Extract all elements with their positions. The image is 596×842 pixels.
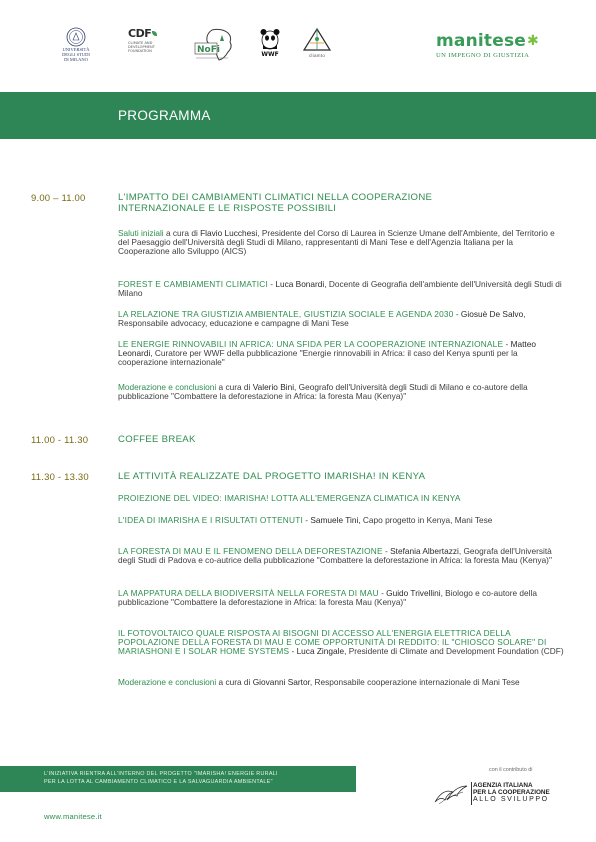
- item-description: , Presidente del Corso di Laurea in Scienze Umane dell'Ambiente, del Territorio e del Paesaggio dell'Università degli Studi di Milano, rappresentanti di Mani Tese e dell'Agenzia Italiana per la Cooperazione allo Sviluppo (AICS): [118, 228, 555, 257]
- africa-map-icon: [192, 27, 238, 63]
- speaker-name: Flavio Lucchesi: [200, 228, 258, 238]
- item-heading: Saluti iniziali: [118, 228, 164, 238]
- item-heading: PROIEZIONE DEL VIDEO: IMARISHA! LOTTA ALL'EMERGENZA CLIMATICA IN KENYA: [118, 493, 461, 503]
- item-heading: LA FORESTA DI MAU E IL FENOMENO DELLA DEFORESTAZIONE: [118, 546, 383, 556]
- unimi-caption-1: UNIVERSITÀ DEGLI STUDI: [62, 47, 90, 57]
- pyramid-icon: [302, 27, 332, 53]
- session-time: 11.00 - 11.30: [31, 435, 89, 446]
- footer-project-line: L'INIZIATIVA RIENTRA ALL'INTERNO DEL PROGETTO "IMARISHA! ENERGIE RURALI: [44, 771, 278, 777]
- speaker-name: Giovanni Sartor: [252, 677, 310, 687]
- program-item: [118, 678, 564, 687]
- session-title: LE ATTIVITÀ REALIZZATE DAL PROGETTO IMARISHA! IN KENYA: [118, 471, 426, 482]
- session-title: [118, 192, 558, 215]
- session-time: 11.30 - 13.30: [31, 472, 89, 483]
- footer-project-band: [0, 766, 356, 792]
- asterisk-icon: ✱: [527, 33, 539, 49]
- item-description: , Geografa dell'Università degli Studi di Padova e co-autrice della pubblicazione "Combattere la deforestazione in Africa: la foresta Mau (Kenya)": [118, 546, 552, 566]
- item-heading: LE ENERGIE RINNOVABILI IN AFRICA: UNA SFIDA PER LA COOPERAZIONE INTERNAZIONALE: [118, 339, 504, 349]
- unimi-seal-icon: [66, 27, 86, 47]
- program-item: [118, 547, 564, 565]
- program-item: [118, 629, 564, 656]
- program-item: [118, 589, 564, 607]
- cdf-logo: [128, 27, 164, 67]
- aics-line: ALLO SVILUPPO: [473, 796, 549, 803]
- session-time: 9.00 – 11.00: [31, 193, 86, 204]
- item-heading: IL FOTOVOLTAICO QUALE RISPOSTA AI BISOGNI DI ACCESSO ALL'ENERGIA ELETTRICA DELLA POPOLAZIONE DELLA FORESTA DI MAU E COME OPPORTUNITÀ DI REDDITO: IL "CHIOSCO SOLARE" DI MARIASHONI E I SOLAR HOME SYSTEMS: [118, 628, 547, 657]
- item-connector: -: [289, 646, 297, 657]
- aics-logo: [433, 782, 563, 808]
- speaker-name: Giosuè De Salvo: [460, 309, 524, 319]
- item-description: , Docente di Geografia dell'ambiente dell'Università degli Studi di Milano: [118, 279, 562, 299]
- item-heading: LA MAPPATURA DELLA BIODIVERSITÀ NELLA FORESTA DI MAU: [118, 588, 379, 598]
- brand-tagline: UN IMPEGNO DI GIUSTIZIA: [436, 52, 530, 59]
- item-heading: LA RELAZIONE TRA GIUSTIZIA AMBIENTALE, GIUSTIZIA SOCIALE E AGENDA 2030: [118, 309, 454, 319]
- item-description: , Capo progetto in Kenya, Mani Tese: [358, 515, 493, 525]
- session-title-line: L'IMPATTO DEI CAMBIAMENTI CLIMATICI NELLA COOPERAZIONE: [118, 192, 433, 203]
- unimi-logo: [58, 27, 94, 67]
- item-connector: -: [378, 588, 387, 598]
- item-connector: -: [267, 279, 276, 289]
- manitese-logo: [436, 33, 556, 59]
- session-title: COFFEE BREAK: [118, 434, 196, 445]
- cdf-mark: CDF: [128, 27, 152, 40]
- item-heading: Moderazione e conclusioni: [118, 677, 217, 687]
- item-description: , Responsabile cooperazione internazionale di Mani Tese: [309, 677, 520, 687]
- cdf-leaf-icon: [152, 31, 157, 36]
- speaker-name: Luca Bonardi: [275, 279, 325, 289]
- brand-name: manitese: [436, 31, 527, 51]
- aics-wings-icon: [433, 782, 469, 806]
- speaker-name: Stefania Albertazzi: [390, 546, 459, 556]
- unimi-caption-2: DI MILANO: [64, 57, 88, 62]
- speaker-name: Matteo Leonardi: [118, 339, 536, 359]
- wwf-label: WWF: [261, 51, 279, 58]
- program-item: [118, 383, 564, 401]
- page-title: PROGRAMMA: [118, 108, 211, 123]
- website-link[interactable]: www.manitese.it: [44, 812, 102, 821]
- item-connector: -: [503, 339, 511, 349]
- svg-text:NoFi: NoFi: [197, 45, 220, 55]
- wwf-logo: [256, 27, 284, 67]
- program-item: [118, 340, 564, 367]
- speaker-name: Guido Trivellini: [386, 588, 441, 598]
- item-heading: L'IDEA DI IMARISHA E I RISULTATI OTTENUTI: [118, 515, 303, 525]
- item-heading: FOREST E CAMBIAMENTI CLIMATICI: [118, 279, 268, 289]
- aics-line: AGENZIA ITALIANA: [473, 782, 533, 789]
- cdf-caption-1: CLIMATE AND: [128, 41, 153, 45]
- aics-line: PER LA COOPERAZIONE: [473, 789, 550, 796]
- item-connector: -: [302, 515, 311, 525]
- program-item: [118, 494, 564, 503]
- session-title-line: INTERNAZIONALE E LE RISPOSTE POSSIBILI: [118, 203, 337, 215]
- item-connector: a cura di: [163, 228, 201, 238]
- panda-icon: [259, 27, 281, 51]
- item-description: , Geografo dell'Università degli Studi di Milano e co-autore della pubblicazione "Combattere la deforestazione in Africa: la foresta Mau (Kenya)": [118, 382, 528, 402]
- program-item: [118, 516, 564, 525]
- footer-project-line: PER LA LOTTA AL CAMBIAMENTO CLIMATICO E LA SALVAGUARDIA AMBIENTALE": [44, 778, 273, 785]
- item-connector: a cura di: [216, 677, 253, 687]
- cdf-caption-2: DEVELOPMENT: [128, 45, 155, 50]
- item-description: , Responsabile advocacy, educazione e campagne di Mani Tese: [118, 309, 526, 329]
- item-connector: -: [453, 309, 461, 319]
- item-description: , Curatore per WWF della pubblicazione "Energie rinnovabili in Africa: il caso del Kenya spunti per la cooperazione internazionale": [118, 348, 518, 368]
- africa-partner-logo: [192, 27, 238, 67]
- item-connector: a cura di: [216, 382, 253, 392]
- item-description: , Presidente di Climate and Development Foundation (CDF): [344, 646, 564, 657]
- program-item: [118, 310, 564, 328]
- speaker-name: Samuele Tini: [310, 515, 359, 525]
- speaker-name: Valerio Bini: [252, 382, 295, 392]
- speaker-name: Luca Zingale: [296, 646, 345, 657]
- item-description: , Biologo e co-autore della pubblicazione "Combattere la deforestazione in Africa: la foresta Mau (Kenya)": [118, 588, 537, 608]
- program-item: [118, 229, 564, 256]
- pyramid-label: cliamto: [308, 53, 326, 58]
- contribution-label: con il contributo di: [489, 767, 533, 773]
- item-heading: Moderazione e conclusioni: [118, 382, 217, 392]
- programma-header: [0, 92, 596, 139]
- cdf-caption-3: FOUNDATION: [128, 49, 152, 54]
- program-item: [118, 280, 564, 298]
- item-connector: -: [382, 546, 391, 556]
- pyramid-logo: [300, 27, 334, 67]
- aics-divider: [471, 782, 472, 805]
